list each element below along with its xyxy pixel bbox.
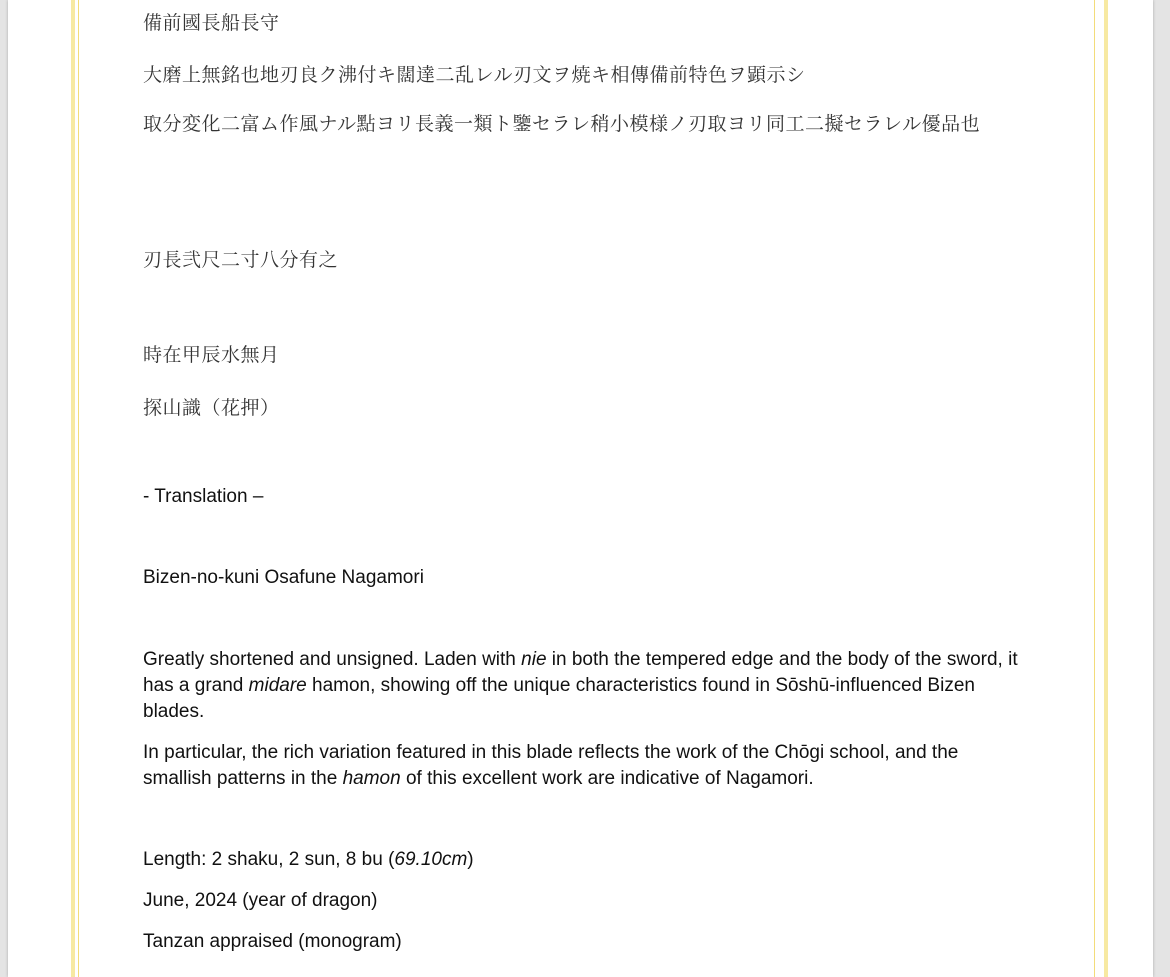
original-date-line: 時在甲辰水無月 xyxy=(143,344,280,366)
italic-term-midare: midare xyxy=(248,675,307,696)
translation-heading: - Translation – xyxy=(143,486,264,507)
translation-date: June, 2024 (year of dragon) xyxy=(143,890,378,911)
text-run: of this excellent work are indicative of Nagamori. xyxy=(400,768,814,789)
text-run: Length: 2 shaku, 2 sun, 8 bu ( xyxy=(143,849,395,870)
translation-paragraph-1 xyxy=(143,647,1028,725)
original-attribution-line: 取分変化二富ム作風ナル點ヨリ長義一類ト鑒セラレ稍小模様ノ刃取ヨリ同工二擬セラレル優品也 xyxy=(143,113,981,135)
italic-length-cm: 69.10cm xyxy=(394,849,468,870)
original-signature-line: 探山識（花押） xyxy=(143,397,280,419)
italic-term-nie: nie xyxy=(521,649,547,670)
text-run: in both the tempered edge and the body of the sword, it has a grand xyxy=(143,649,1018,696)
translation-signature: Tanzan appraised (monogram) xyxy=(143,931,402,952)
translation-paragraph-2 xyxy=(143,740,1028,792)
translation-length xyxy=(143,847,474,873)
text-run: ) xyxy=(467,849,474,870)
text-run: In particular, the rich variation featured in this blade reflects the work of the Chōgi school, and the smallish patterns in the xyxy=(143,742,959,789)
text-run: hamon, showing off the unique characteristics found in Sōshū-influenced Bizen blades. xyxy=(143,675,975,722)
original-smith-line: 備前國長船長守 xyxy=(143,12,280,34)
original-description-line: 大磨上無銘也地刃良ク沸付キ闊達二乱レル刃文ヲ焼キ相傳備前特色ヲ顕示シ xyxy=(143,64,806,86)
translation-smith: Bizen-no-kuni Osafune Nagamori xyxy=(143,567,424,588)
italic-term-hamon: hamon xyxy=(342,768,401,789)
document-page xyxy=(8,0,1153,977)
original-length-line: 刃長弐尺二寸八分有之 xyxy=(143,249,339,271)
text-run: Greatly shortened and unsigned. Laden with xyxy=(143,649,522,670)
